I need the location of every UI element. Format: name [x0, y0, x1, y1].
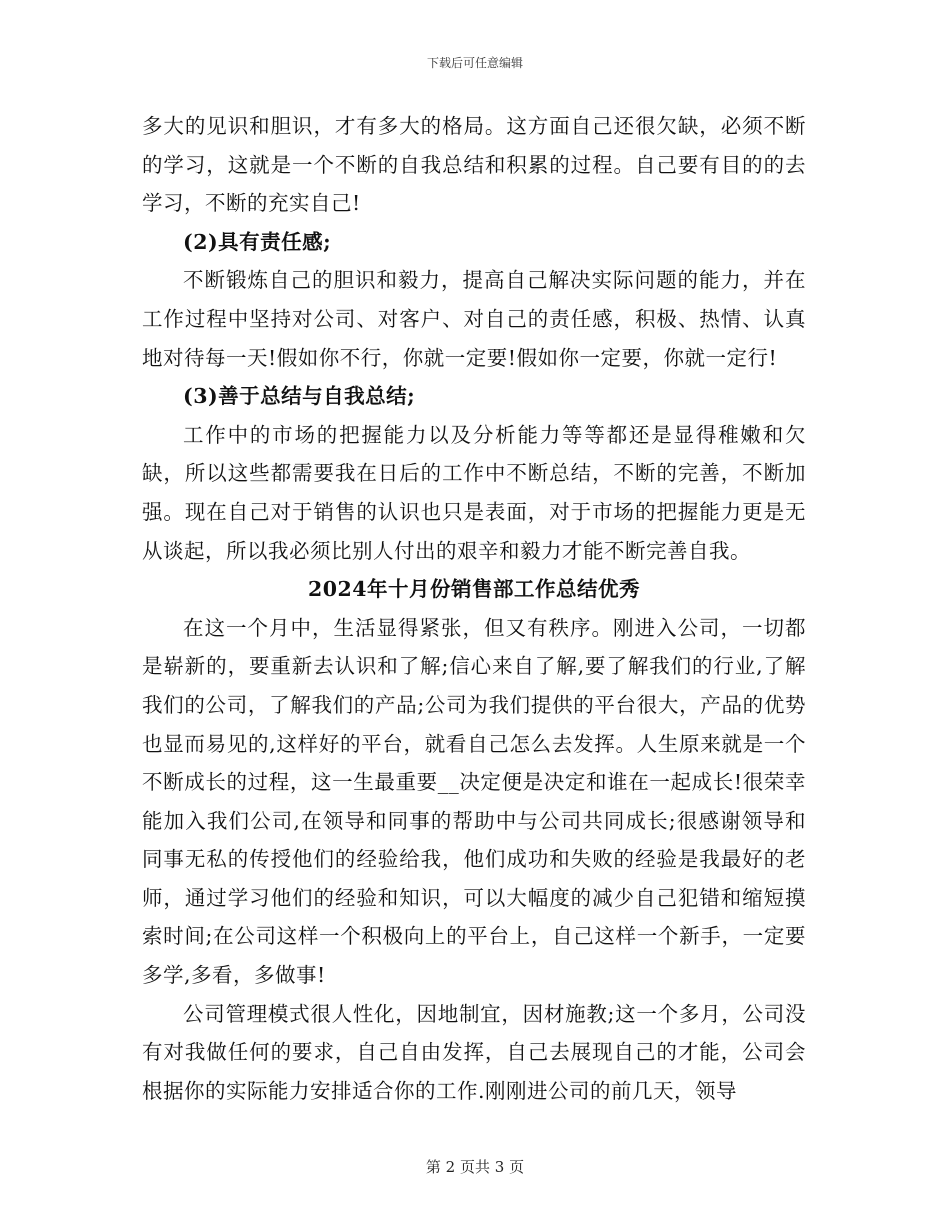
document-body — [142, 107, 806, 1110]
paragraph-5: 公司管理模式很人性化，因地制宜，因材施教;这一个多月，公司没有对我做任何的要求，自己自由发挥，自己去展现自己的才能，公司会根据你的实际能力安排适合你的工作.刚刚进公司的前几天，领导 — [142, 1001, 806, 1103]
paragraph-2: 不断锻炼自己的胆识和毅力，提高自己解决实际问题的能力，并在工作过程中坚持对公司、对客户、对自己的责任感，积极、热情、认真地对待每一天!假如你不行，你就一定要!假如你一定要，你就一定行! — [142, 268, 806, 370]
page-indicator: 第 2 页共 3 页 — [425, 1158, 525, 1176]
header-note: 下载后可任意编辑 — [426, 56, 523, 70]
section-title: 2024年十月份销售部工作总结优秀 — [307, 577, 641, 602]
heading-summarize: (3)善于总结与自我总结; — [183, 384, 416, 409]
paragraph-3: 工作中的市场的把握能力以及分析能力等等都还是显得稚嫩和欠缺，所以这些都需要我在日后的工作中不断总结，不断的完善，不断加强。现在自己对于销售的认识也只是表面，对于市场的把握能力更是无从谈起，所以我必须比别人付出的艰辛和毅力才能不断完善自我。 — [142, 422, 806, 563]
heading-responsibility: (2)具有责任感; — [183, 229, 332, 254]
paragraph-1: 多大的见识和胆识，才有多大的格局。这方面自己还很欠缺，必须不断的学习，这就是一个不断的自我总结和积累的过程。自己要有目的的去学习，不断的充实自己! — [142, 114, 806, 216]
paragraph-4: 在这一个月中，生活显得紧张，但又有秩序。刚进入公司，一切都是崭新的，要重新去认识和了解;信心来自了解,要了解我们的行业,了解我们的公司，了解我们的产品;公司为我们提供的平台很大，产品的优势也显而易见的,这样好的平台，就看自己怎么去发挥。人生原来就是一个不断成长的过程，这一生最重要__决定便是决定和谁在一起成长!很荣幸能加入我们公司,在领导和同事的帮助中与公司共同成长;很感谢领导和同事无私的传授他们的经验给我，他们成功和失败的经验是我最好的老师，通过学习他们的经验和知识，可以大幅度的减少自己犯错和缩短摸索时间;在公司这样一个积极向上的平台上，自己这样一个新手，一定要多学,多看，多做事! — [142, 615, 806, 988]
